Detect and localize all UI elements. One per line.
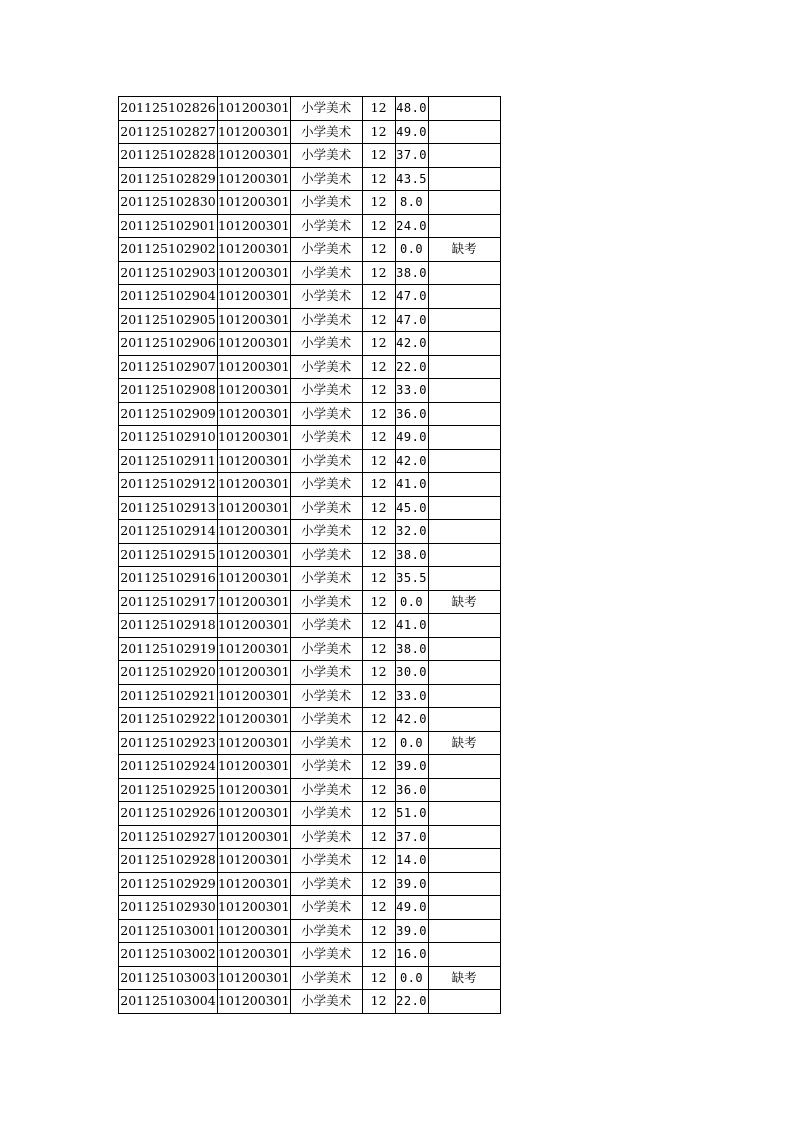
remark-cell <box>428 496 500 520</box>
subject-code-cell: 101200301 <box>218 167 291 191</box>
remark-cell: 缺考 <box>428 590 500 614</box>
subject-name-cell: 小学美术 <box>290 543 362 567</box>
count-cell: 12 <box>362 708 395 732</box>
score-cell: 16.0 <box>395 943 428 967</box>
candidate-id-cell: 201125102906 <box>119 332 218 356</box>
candidate-id-cell: 201125102923 <box>119 731 218 755</box>
candidate-id-cell: 201125102926 <box>119 802 218 826</box>
candidate-id-cell: 201125102927 <box>119 825 218 849</box>
subject-code-cell: 101200301 <box>218 355 291 379</box>
table-row <box>119 473 501 497</box>
table-row <box>119 496 501 520</box>
table-row <box>119 825 501 849</box>
candidate-id-cell: 201125102925 <box>119 778 218 802</box>
count-cell: 12 <box>362 731 395 755</box>
remark-cell <box>428 778 500 802</box>
count-cell: 12 <box>362 567 395 591</box>
subject-code-cell: 101200301 <box>218 285 291 309</box>
candidate-id-cell: 201125102928 <box>119 849 218 873</box>
table-row <box>119 167 501 191</box>
candidate-id-cell: 201125103004 <box>119 990 218 1014</box>
score-cell: 32.0 <box>395 520 428 544</box>
candidate-id-cell: 201125102918 <box>119 614 218 638</box>
count-cell: 12 <box>362 261 395 285</box>
candidate-id-cell: 201125102911 <box>119 449 218 473</box>
subject-name-cell: 小学美术 <box>290 872 362 896</box>
table-row <box>119 872 501 896</box>
score-cell: 0.0 <box>395 966 428 990</box>
subject-name-cell: 小学美术 <box>290 919 362 943</box>
table-row <box>119 590 501 614</box>
count-cell: 12 <box>362 120 395 144</box>
subject-code-cell: 101200301 <box>218 872 291 896</box>
remark-cell <box>428 872 500 896</box>
score-cell: 49.0 <box>395 426 428 450</box>
score-cell: 37.0 <box>395 825 428 849</box>
subject-name-cell: 小学美术 <box>290 990 362 1014</box>
candidate-id-cell: 201125102921 <box>119 684 218 708</box>
remark-cell <box>428 543 500 567</box>
score-cell: 0.0 <box>395 590 428 614</box>
candidate-id-cell: 201125102904 <box>119 285 218 309</box>
subject-code-cell: 101200301 <box>218 261 291 285</box>
count-cell: 12 <box>362 778 395 802</box>
count-cell: 12 <box>362 449 395 473</box>
remark-cell <box>428 332 500 356</box>
remark-cell <box>428 308 500 332</box>
subject-name-cell: 小学美术 <box>290 261 362 285</box>
count-cell: 12 <box>362 825 395 849</box>
subject-name-cell: 小学美术 <box>290 661 362 685</box>
remark-cell <box>428 426 500 450</box>
remark-cell <box>428 402 500 426</box>
candidate-id-cell: 201125103002 <box>119 943 218 967</box>
candidate-id-cell: 201125103003 <box>119 966 218 990</box>
subject-code-cell: 101200301 <box>218 731 291 755</box>
score-cell: 39.0 <box>395 919 428 943</box>
remark-cell <box>428 214 500 238</box>
count-cell: 12 <box>362 543 395 567</box>
remark-cell: 缺考 <box>428 238 500 262</box>
score-cell: 49.0 <box>395 120 428 144</box>
score-cell: 38.0 <box>395 637 428 661</box>
score-cell: 51.0 <box>395 802 428 826</box>
count-cell: 12 <box>362 896 395 920</box>
subject-code-cell: 101200301 <box>218 449 291 473</box>
candidate-id-cell: 201125102915 <box>119 543 218 567</box>
score-cell: 42.0 <box>395 449 428 473</box>
remark-cell <box>428 449 500 473</box>
score-cell: 41.0 <box>395 614 428 638</box>
count-cell: 12 <box>362 285 395 309</box>
remark-cell <box>428 755 500 779</box>
subject-name-cell: 小学美术 <box>290 966 362 990</box>
subject-name-cell: 小学美术 <box>290 590 362 614</box>
count-cell: 12 <box>362 990 395 1014</box>
candidate-id-cell: 201125102922 <box>119 708 218 732</box>
score-cell: 33.0 <box>395 684 428 708</box>
table-row <box>119 238 501 262</box>
candidate-id-cell: 201125102828 <box>119 144 218 168</box>
table-row <box>119 308 501 332</box>
count-cell: 12 <box>362 496 395 520</box>
subject-name-cell: 小学美术 <box>290 708 362 732</box>
table-row <box>119 755 501 779</box>
score-cell: 37.0 <box>395 144 428 168</box>
subject-code-cell: 101200301 <box>218 308 291 332</box>
subject-code-cell: 101200301 <box>218 755 291 779</box>
subject-code-cell: 101200301 <box>218 637 291 661</box>
count-cell: 12 <box>362 332 395 356</box>
count-cell: 12 <box>362 191 395 215</box>
table-row <box>119 966 501 990</box>
score-cell: 43.5 <box>395 167 428 191</box>
score-cell: 42.0 <box>395 708 428 732</box>
subject-name-cell: 小学美术 <box>290 896 362 920</box>
score-cell: 47.0 <box>395 308 428 332</box>
count-cell: 12 <box>362 402 395 426</box>
subject-code-cell: 101200301 <box>218 896 291 920</box>
subject-name-cell: 小学美术 <box>290 520 362 544</box>
candidate-id-cell: 201125102920 <box>119 661 218 685</box>
candidate-id-cell: 201125102830 <box>119 191 218 215</box>
subject-code-cell: 101200301 <box>218 191 291 215</box>
subject-code-cell: 101200301 <box>218 332 291 356</box>
remark-cell <box>428 614 500 638</box>
candidate-id-cell: 201125102912 <box>119 473 218 497</box>
subject-name-cell: 小学美术 <box>290 379 362 403</box>
candidate-id-cell: 201125102826 <box>119 97 218 121</box>
table-row <box>119 261 501 285</box>
table-row <box>119 896 501 920</box>
score-cell: 36.0 <box>395 402 428 426</box>
subject-name-cell: 小学美术 <box>290 943 362 967</box>
subject-name-cell: 小学美术 <box>290 308 362 332</box>
table-row <box>119 778 501 802</box>
table-row <box>119 97 501 121</box>
subject-name-cell: 小学美术 <box>290 238 362 262</box>
candidate-id-cell: 201125102924 <box>119 755 218 779</box>
subject-code-cell: 101200301 <box>218 825 291 849</box>
count-cell: 12 <box>362 966 395 990</box>
subject-code-cell: 101200301 <box>218 661 291 685</box>
score-cell: 47.0 <box>395 285 428 309</box>
table-row <box>119 919 501 943</box>
table-row <box>119 543 501 567</box>
subject-name-cell: 小学美术 <box>290 825 362 849</box>
score-cell: 8.0 <box>395 191 428 215</box>
subject-name-cell: 小学美术 <box>290 755 362 779</box>
remark-cell <box>428 661 500 685</box>
table-row <box>119 426 501 450</box>
table-row <box>119 144 501 168</box>
count-cell: 12 <box>362 97 395 121</box>
table-row <box>119 379 501 403</box>
table-row <box>119 990 501 1014</box>
subject-name-cell: 小学美术 <box>290 849 362 873</box>
subject-name-cell: 小学美术 <box>290 120 362 144</box>
subject-name-cell: 小学美术 <box>290 191 362 215</box>
subject-name-cell: 小学美术 <box>290 731 362 755</box>
table-row <box>119 567 501 591</box>
remark-cell <box>428 919 500 943</box>
count-cell: 12 <box>362 684 395 708</box>
candidate-id-cell: 201125102907 <box>119 355 218 379</box>
subject-code-cell: 101200301 <box>218 496 291 520</box>
candidate-id-cell: 201125102908 <box>119 379 218 403</box>
remark-cell <box>428 708 500 732</box>
count-cell: 12 <box>362 355 395 379</box>
score-cell: 42.0 <box>395 332 428 356</box>
score-cell: 33.0 <box>395 379 428 403</box>
table-row <box>119 708 501 732</box>
subject-name-cell: 小学美术 <box>290 473 362 497</box>
candidate-id-cell: 201125102902 <box>119 238 218 262</box>
candidate-id-cell: 201125102919 <box>119 637 218 661</box>
table-row <box>119 449 501 473</box>
remark-cell <box>428 990 500 1014</box>
table-row <box>119 614 501 638</box>
remark-cell <box>428 167 500 191</box>
subject-code-cell: 101200301 <box>218 849 291 873</box>
score-cell: 0.0 <box>395 731 428 755</box>
table-row <box>119 120 501 144</box>
table-row <box>119 684 501 708</box>
subject-code-cell: 101200301 <box>218 214 291 238</box>
score-cell: 24.0 <box>395 214 428 238</box>
subject-code-cell: 101200301 <box>218 590 291 614</box>
count-cell: 12 <box>362 473 395 497</box>
table-row <box>119 802 501 826</box>
count-cell: 12 <box>362 426 395 450</box>
table-row <box>119 849 501 873</box>
remark-cell <box>428 191 500 215</box>
subject-name-cell: 小学美术 <box>290 167 362 191</box>
subject-code-cell: 101200301 <box>218 520 291 544</box>
table-row <box>119 191 501 215</box>
score-cell: 35.5 <box>395 567 428 591</box>
candidate-id-cell: 201125102929 <box>119 872 218 896</box>
subject-code-cell: 101200301 <box>218 379 291 403</box>
subject-code-cell: 101200301 <box>218 684 291 708</box>
score-cell: 49.0 <box>395 896 428 920</box>
remark-cell <box>428 567 500 591</box>
subject-code-cell: 101200301 <box>218 97 291 121</box>
count-cell: 12 <box>362 943 395 967</box>
score-cell: 41.0 <box>395 473 428 497</box>
subject-code-cell: 101200301 <box>218 919 291 943</box>
table-row <box>119 661 501 685</box>
subject-code-cell: 101200301 <box>218 966 291 990</box>
subject-name-cell: 小学美术 <box>290 402 362 426</box>
candidate-id-cell: 201125102916 <box>119 567 218 591</box>
score-cell: 30.0 <box>395 661 428 685</box>
subject-name-cell: 小学美术 <box>290 778 362 802</box>
remark-cell <box>428 637 500 661</box>
subject-name-cell: 小学美术 <box>290 144 362 168</box>
subject-code-cell: 101200301 <box>218 144 291 168</box>
candidate-id-cell: 201125102910 <box>119 426 218 450</box>
subject-name-cell: 小学美术 <box>290 97 362 121</box>
subject-name-cell: 小学美术 <box>290 684 362 708</box>
remark-cell <box>428 849 500 873</box>
subject-name-cell: 小学美术 <box>290 637 362 661</box>
score-cell: 14.0 <box>395 849 428 873</box>
remark-cell <box>428 943 500 967</box>
subject-name-cell: 小学美术 <box>290 449 362 473</box>
subject-name-cell: 小学美术 <box>290 332 362 356</box>
table-row <box>119 731 501 755</box>
subject-code-cell: 101200301 <box>218 708 291 732</box>
table-row <box>119 332 501 356</box>
score-cell: 45.0 <box>395 496 428 520</box>
subject-code-cell: 101200301 <box>218 567 291 591</box>
score-cell: 38.0 <box>395 261 428 285</box>
remark-cell <box>428 684 500 708</box>
subject-code-cell: 101200301 <box>218 990 291 1014</box>
subject-name-cell: 小学美术 <box>290 214 362 238</box>
count-cell: 12 <box>362 214 395 238</box>
candidate-id-cell: 201125102913 <box>119 496 218 520</box>
subject-name-cell: 小学美术 <box>290 802 362 826</box>
subject-code-cell: 101200301 <box>218 802 291 826</box>
table-row <box>119 402 501 426</box>
subject-code-cell: 101200301 <box>218 778 291 802</box>
count-cell: 12 <box>362 919 395 943</box>
subject-name-cell: 小学美术 <box>290 426 362 450</box>
count-cell: 12 <box>362 308 395 332</box>
score-cell: 0.0 <box>395 238 428 262</box>
count-cell: 12 <box>362 590 395 614</box>
score-cell: 48.0 <box>395 97 428 121</box>
subject-name-cell: 小学美术 <box>290 355 362 379</box>
candidate-id-cell: 201125102909 <box>119 402 218 426</box>
candidate-id-cell: 201125102930 <box>119 896 218 920</box>
count-cell: 12 <box>362 167 395 191</box>
count-cell: 12 <box>362 755 395 779</box>
remark-cell <box>428 144 500 168</box>
count-cell: 12 <box>362 872 395 896</box>
count-cell: 12 <box>362 661 395 685</box>
subject-name-cell: 小学美术 <box>290 567 362 591</box>
subject-code-cell: 101200301 <box>218 614 291 638</box>
candidate-id-cell: 201125102827 <box>119 120 218 144</box>
remark-cell <box>428 473 500 497</box>
candidate-id-cell: 201125102905 <box>119 308 218 332</box>
remark-cell <box>428 802 500 826</box>
count-cell: 12 <box>362 614 395 638</box>
subject-code-cell: 101200301 <box>218 120 291 144</box>
subject-code-cell: 101200301 <box>218 943 291 967</box>
count-cell: 12 <box>362 849 395 873</box>
score-cell: 39.0 <box>395 872 428 896</box>
table-row <box>119 355 501 379</box>
table-row <box>119 285 501 309</box>
score-cell: 22.0 <box>395 990 428 1014</box>
subject-name-cell: 小学美术 <box>290 496 362 520</box>
remark-cell <box>428 896 500 920</box>
score-table-body <box>119 97 501 1014</box>
candidate-id-cell: 201125102901 <box>119 214 218 238</box>
remark-cell <box>428 379 500 403</box>
subject-code-cell: 101200301 <box>218 543 291 567</box>
subject-code-cell: 101200301 <box>218 426 291 450</box>
subject-name-cell: 小学美术 <box>290 614 362 638</box>
score-cell: 38.0 <box>395 543 428 567</box>
remark-cell: 缺考 <box>428 731 500 755</box>
subject-name-cell: 小学美术 <box>290 285 362 309</box>
remark-cell <box>428 120 500 144</box>
remark-cell <box>428 825 500 849</box>
count-cell: 12 <box>362 379 395 403</box>
table-row <box>119 214 501 238</box>
count-cell: 12 <box>362 520 395 544</box>
count-cell: 12 <box>362 144 395 168</box>
remark-cell <box>428 97 500 121</box>
subject-code-cell: 101200301 <box>218 238 291 262</box>
candidate-id-cell: 201125102829 <box>119 167 218 191</box>
remark-cell <box>428 285 500 309</box>
candidate-id-cell: 201125102917 <box>119 590 218 614</box>
remark-cell <box>428 355 500 379</box>
remark-cell: 缺考 <box>428 966 500 990</box>
count-cell: 12 <box>362 802 395 826</box>
candidate-id-cell: 201125103001 <box>119 919 218 943</box>
subject-code-cell: 101200301 <box>218 473 291 497</box>
candidate-id-cell: 201125102903 <box>119 261 218 285</box>
score-cell: 39.0 <box>395 755 428 779</box>
remark-cell <box>428 520 500 544</box>
score-cell: 22.0 <box>395 355 428 379</box>
table-row <box>119 943 501 967</box>
table-row <box>119 520 501 544</box>
table-row <box>119 637 501 661</box>
score-table <box>118 96 501 1014</box>
count-cell: 12 <box>362 238 395 262</box>
remark-cell <box>428 261 500 285</box>
candidate-id-cell: 201125102914 <box>119 520 218 544</box>
count-cell: 12 <box>362 637 395 661</box>
subject-code-cell: 101200301 <box>218 402 291 426</box>
score-cell: 36.0 <box>395 778 428 802</box>
